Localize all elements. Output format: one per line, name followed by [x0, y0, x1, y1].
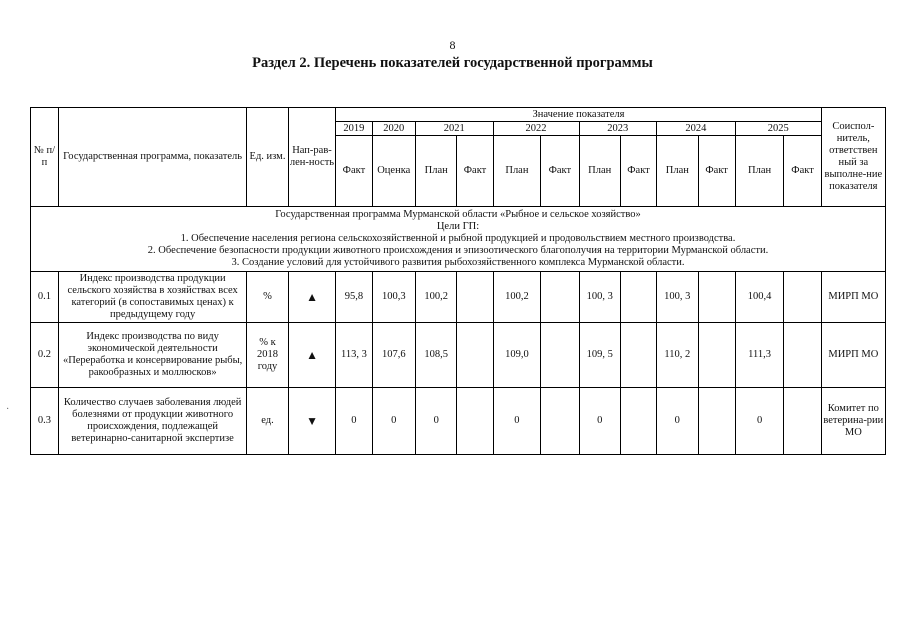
value-cell: [457, 323, 493, 388]
sub-header: План: [657, 136, 698, 207]
value-cell: [541, 272, 579, 323]
sub-header: План: [579, 136, 620, 207]
header-coexecutor: Соиспол-нитель, ответствен ный за выполне-ние показателя: [821, 108, 885, 207]
goal-item: 3. Создание условий для устойчивого развития рыбохозяйственного комплекса Мурманской области.: [231, 257, 685, 268]
value-cell: 100, 3: [657, 272, 698, 323]
sub-header: Факт: [620, 136, 656, 207]
value-cell: 100,2: [416, 272, 457, 323]
direction-down-icon: ▼: [288, 388, 336, 455]
value-cell: 109,0: [493, 323, 541, 388]
value-cell: [541, 388, 579, 455]
coexecutor: МИРП МО: [821, 323, 885, 388]
indicator-name: Индекс производства по виду экономической деятельности «Переработка и консервирование рыбы, ракообразных и моллюсков»: [58, 323, 246, 388]
row-num: 0.3: [31, 388, 59, 455]
value-cell: 100,4: [735, 272, 784, 323]
sub-header: Факт: [541, 136, 579, 207]
year-2021: 2021: [416, 122, 494, 136]
value-cell: 100,3: [372, 272, 415, 323]
value-cell: 0: [735, 388, 784, 455]
program-title: Государственная программа Мурманской области «Рыбное и сельское хозяйство»: [275, 209, 641, 220]
sub-header: Оценка: [372, 136, 415, 207]
value-cell: 0: [579, 388, 620, 455]
unit: % к 2018 году: [247, 323, 288, 388]
header-row-1: [31, 108, 886, 122]
value-cell: [784, 323, 821, 388]
value-cell: 0: [657, 388, 698, 455]
sub-header: План: [416, 136, 457, 207]
indicator-name: Индекс производства продукции сельского хозяйства в хозяйствах всех категорий (в сопоставимых ценах) к предыдущему году: [58, 272, 246, 323]
stray-mark: ·: [6, 404, 10, 415]
header-unit: Ед. изм.: [247, 108, 288, 207]
indicators-table: [30, 107, 886, 455]
unit: ед.: [247, 388, 288, 455]
row-num: 0.2: [31, 323, 59, 388]
value-cell: [620, 272, 656, 323]
row-num: 0.1: [31, 272, 59, 323]
value-cell: [784, 388, 821, 455]
program-goals-cell: [31, 207, 886, 272]
table-row: [31, 388, 886, 455]
value-cell: [698, 388, 735, 455]
value-cell: [698, 272, 735, 323]
goals-label: Цели ГП:: [436, 221, 480, 232]
year-2024: 2024: [657, 122, 736, 136]
goal-item: 1. Обеспечение населения региона сельскохозяйственной и рыбной продукцией и продовольствием местного производства.: [180, 233, 736, 244]
header-value: Значение показателя: [336, 108, 821, 122]
sub-header: Факт: [698, 136, 735, 207]
direction-up-icon: ▲: [288, 272, 336, 323]
value-cell: 0: [416, 388, 457, 455]
year-2020: 2020: [372, 122, 415, 136]
value-cell: 107,6: [372, 323, 415, 388]
coexecutor: Комитет по ветерина-рии МО: [821, 388, 885, 455]
value-cell: 108,5: [416, 323, 457, 388]
sub-header: План: [735, 136, 784, 207]
header-direction: Нап-рав-лен-ность: [288, 108, 336, 207]
sub-header: План: [493, 136, 541, 207]
section-title: Раздел 2. Перечень показателей государственной программы: [252, 55, 653, 71]
coexecutor: МИРП МО: [821, 272, 885, 323]
year-2023: 2023: [579, 122, 657, 136]
header-name: Государственная программа, показатель: [58, 108, 246, 207]
value-cell: 110, 2: [657, 323, 698, 388]
sub-header: Факт: [784, 136, 821, 207]
page-number: 8: [449, 38, 456, 52]
table-row: [31, 272, 886, 323]
goal-item: 2. Обеспечение безопасности продукции животного происхождения и эпизоотического благополучия на территории Мурманской области.: [147, 245, 769, 256]
unit: %: [247, 272, 288, 323]
value-cell: [541, 323, 579, 388]
value-cell: [698, 323, 735, 388]
value-cell: 109, 5: [579, 323, 620, 388]
year-2022: 2022: [493, 122, 579, 136]
value-cell: 100,2: [493, 272, 541, 323]
program-row: [31, 207, 886, 272]
table-row: [31, 323, 886, 388]
value-cell: [620, 323, 656, 388]
value-cell: 0: [493, 388, 541, 455]
value-cell: 113, 3: [336, 323, 372, 388]
header-num: № п/п: [31, 108, 59, 207]
value-cell: 0: [372, 388, 415, 455]
sub-header: Факт: [336, 136, 372, 207]
value-cell: 95,8: [336, 272, 372, 323]
year-2025: 2025: [735, 122, 821, 136]
year-2019: 2019: [336, 122, 372, 136]
value-cell: 111,3: [735, 323, 784, 388]
value-cell: [457, 388, 493, 455]
value-cell: [457, 272, 493, 323]
direction-up-icon: ▲: [288, 323, 336, 388]
indicator-name: Количество случаев заболевания людей болезнями от продукции животного происхождения, подлежащей ветеринарно-санитарной экспертизе: [58, 388, 246, 455]
sub-header: Факт: [457, 136, 493, 207]
value-cell: [784, 272, 821, 323]
value-cell: 100, 3: [579, 272, 620, 323]
value-cell: 0: [336, 388, 372, 455]
value-cell: [620, 388, 656, 455]
